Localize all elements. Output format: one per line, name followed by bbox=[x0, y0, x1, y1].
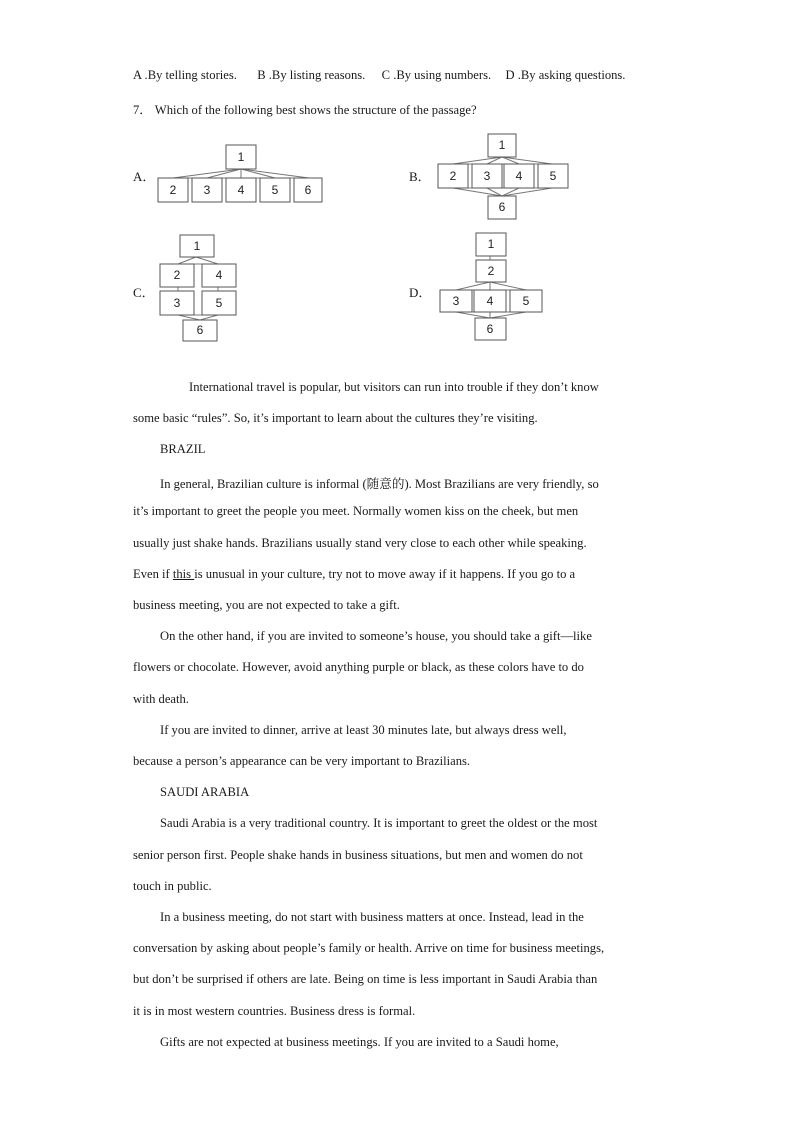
underlined-word-this: this bbox=[172, 567, 195, 581]
section-heading-brazil: BRAZIL bbox=[160, 442, 206, 456]
svg-text:3: 3 bbox=[173, 296, 181, 310]
svg-text:6: 6 bbox=[196, 323, 204, 337]
svg-text:4: 4 bbox=[515, 169, 523, 183]
brazil-para3-line1: If you are invited to dinner, arrive at least 30 minutes late, but always dress well, bbox=[160, 723, 567, 737]
svg-text:4: 4 bbox=[215, 268, 223, 282]
saudi-para2-line2: conversation by asking about people’s family or health. Arrive on time for business meetings, bbox=[133, 941, 605, 955]
svg-text:1: 1 bbox=[498, 138, 506, 152]
structure-diagram-d bbox=[430, 228, 550, 346]
option-a: A .By telling stories. bbox=[133, 68, 237, 82]
svg-text:1: 1 bbox=[193, 239, 201, 253]
svg-text:2: 2 bbox=[449, 169, 457, 183]
intro-line-2: some basic “rules”. So, it’s important to learn about the cultures they’re visiting. bbox=[133, 411, 538, 425]
svg-text:4: 4 bbox=[486, 294, 494, 308]
diagram-a-label: A． bbox=[133, 169, 156, 184]
question7-stem: 7． Which of the following best shows the structure of the passage? bbox=[133, 103, 477, 117]
section-heading-saudi-arabia: SAUDI ARABIA bbox=[160, 785, 250, 799]
svg-text:5: 5 bbox=[522, 294, 530, 308]
saudi-para1-line3: touch in public. bbox=[133, 879, 212, 893]
saudi-para2-line1: In a business meeting, do not start with business matters at once. Instead, lead in the bbox=[160, 910, 584, 924]
svg-text:6: 6 bbox=[304, 183, 312, 197]
structure-diagram-a bbox=[150, 140, 330, 210]
brazil-para2-line2: flowers or chocolate. However, avoid anything purple or black, as these colors have to do bbox=[133, 660, 584, 674]
structure-diagram-c bbox=[150, 230, 250, 345]
brazil-para1-line4: Even if this is unusual in your culture, try not to move away if it happens. If you go to a bbox=[133, 567, 576, 581]
diagram-d-label: D． bbox=[409, 285, 432, 300]
brazil-para1-line2: it’s important to greet the people you meet. Normally women kiss on the cheek, but men bbox=[133, 504, 579, 518]
saudi-para2-line3: but don’t be surprised if others are late. Being on time is less important in Saudi Arabia than bbox=[133, 972, 598, 986]
option-b: B .By listing reasons. bbox=[257, 68, 366, 82]
brazil-para1-line3: usually just shake hands. Brazilians usually stand very close to each other while speaking. bbox=[133, 536, 587, 550]
saudi-para3-line1: Gifts are not expected at business meetings. If you are invited to a Saudi home, bbox=[160, 1035, 559, 1049]
brazil-para1-line5: business meeting, you are not expected to take a gift. bbox=[133, 598, 400, 612]
saudi-para2-line4: it is in most western countries. Business dress is formal. bbox=[133, 1004, 416, 1018]
saudi-para1-line1: Saudi Arabia is a very traditional country. It is important to greet the oldest or the most bbox=[160, 816, 598, 830]
svg-text:2: 2 bbox=[173, 268, 181, 282]
brazil-para2-line3: with death. bbox=[133, 692, 189, 706]
question6-options-row bbox=[133, 68, 625, 83]
structure-diagram-b bbox=[430, 130, 580, 225]
svg-text:2: 2 bbox=[487, 264, 495, 278]
diagram-c-label: C． bbox=[133, 285, 155, 300]
svg-text:5: 5 bbox=[215, 296, 223, 310]
brazil-para2-line1: On the other hand, if you are invited to someone’s house, you should take a gift—like bbox=[160, 629, 592, 643]
svg-text:5: 5 bbox=[549, 169, 557, 183]
brazil-para1-line1: In general, Brazilian culture is informal (随意的). Most Brazilians are very friendly, so bbox=[160, 477, 599, 491]
option-d: D .By asking questions. bbox=[505, 68, 626, 82]
svg-text:3: 3 bbox=[452, 294, 460, 308]
svg-text:3: 3 bbox=[203, 183, 211, 197]
svg-text:6: 6 bbox=[498, 200, 506, 214]
svg-text:1: 1 bbox=[487, 237, 495, 251]
brazil-para3-line2: because a person’s appearance can be very important to Brazilians. bbox=[133, 754, 471, 768]
intro-line-1: International travel is popular, but visitors can run into trouble if they don’t know bbox=[189, 380, 599, 394]
svg-text:2: 2 bbox=[169, 183, 177, 197]
diagram-b-label: B． bbox=[409, 169, 431, 184]
svg-text:1: 1 bbox=[237, 150, 245, 164]
saudi-para1-line2: senior person first. People shake hands in business situations, but men and women do not bbox=[133, 848, 583, 862]
svg-text:6: 6 bbox=[486, 322, 494, 336]
option-c: C .By using numbers. bbox=[381, 68, 492, 82]
svg-text:3: 3 bbox=[483, 169, 491, 183]
svg-text:4: 4 bbox=[237, 183, 245, 197]
svg-text:5: 5 bbox=[271, 183, 279, 197]
